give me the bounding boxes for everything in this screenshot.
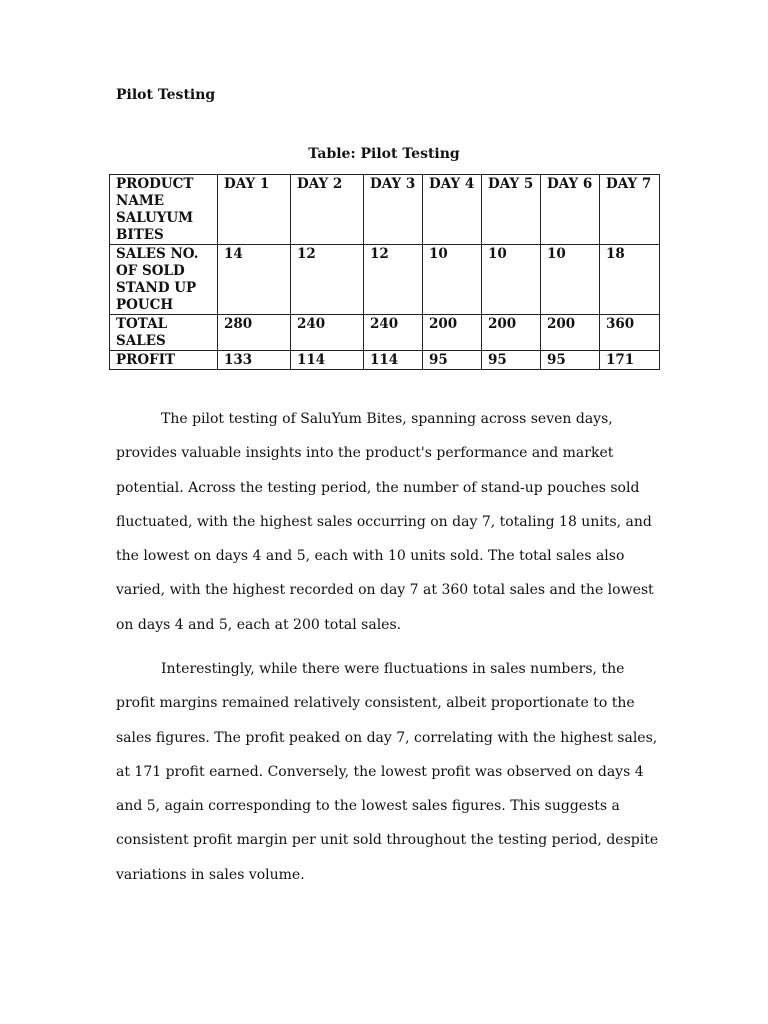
table-cell: 95 bbox=[423, 351, 482, 370]
table-cell: 10 bbox=[482, 245, 541, 315]
table-title: Table: Pilot Testing bbox=[308, 146, 460, 162]
table-cell: 10 bbox=[423, 245, 482, 315]
table-cell: 360 bbox=[600, 315, 660, 351]
body-paragraph: Interestingly, while there were fluctuations in sales numbers, the profit margins remained relatively consistent, albeit proportionate to the sales figures. The profit peaked on day 7, correlating with the highest sales, at 171 profit earned. Conversely, the lowest profit was observed on days 4 and 5, again corresponding to the lowest sales figures. This suggests a consistent profit margin per unit sold throughout the testing period, despite variations in sales volume. bbox=[116, 661, 659, 883]
row-label: SALES NO. OF SOLD STAND UP POUCH bbox=[110, 245, 218, 315]
row-label: TOTAL SALES bbox=[110, 315, 218, 351]
header-cell-day-6: DAY 6 bbox=[541, 175, 600, 245]
table-cell: 240 bbox=[364, 315, 423, 351]
table-cell: 200 bbox=[482, 315, 541, 351]
table-cell: 95 bbox=[482, 351, 541, 370]
header-cell-day-7: DAY 7 bbox=[600, 175, 660, 245]
pilot-testing-table bbox=[109, 174, 660, 370]
table-cell: 114 bbox=[291, 351, 364, 370]
table-cell: 12 bbox=[364, 245, 423, 315]
header-cell-day-4: DAY 4 bbox=[423, 175, 482, 245]
table-cell: 10 bbox=[541, 245, 600, 315]
table-cell: 200 bbox=[541, 315, 600, 351]
table-cell: 200 bbox=[423, 315, 482, 351]
header-cell-product: PRODUCT NAME SALUYUM BITES bbox=[110, 175, 218, 245]
section-heading: Pilot Testing bbox=[116, 87, 216, 103]
table-cell: 133 bbox=[218, 351, 291, 370]
table-cell: 95 bbox=[541, 351, 600, 370]
table-cell: 12 bbox=[291, 245, 364, 315]
header-cell-day-1: DAY 1 bbox=[218, 175, 291, 245]
table-cell: 240 bbox=[291, 315, 364, 351]
table-cell: 114 bbox=[364, 351, 423, 370]
table-cell: 171 bbox=[600, 351, 660, 370]
table-row-profit bbox=[110, 351, 660, 370]
header-cell-day-3: DAY 3 bbox=[364, 175, 423, 245]
row-label: PROFIT bbox=[110, 351, 218, 370]
body-paragraph: The pilot testing of SaluYum Bites, spanning across seven days, provides valuable insights into the product's performance and market potential. Across the testing period, the number of stand-up pouches sold fluctuated, with the highest sales occurring on day 7, totaling 18 units, and the lowest on days 4 and 5, each with 10 units sold. The total sales also varied, with the highest recorded on day 7 at 360 total sales and the lowest on days 4 and 5, each at 200 total sales. bbox=[116, 411, 654, 633]
table-row-sales-no bbox=[110, 245, 660, 315]
table-row-total-sales bbox=[110, 315, 660, 351]
table-cell: 280 bbox=[218, 315, 291, 351]
table-cell: 14 bbox=[218, 245, 291, 315]
table-cell: 18 bbox=[600, 245, 660, 315]
header-cell-day-5: DAY 5 bbox=[482, 175, 541, 245]
table-header-row bbox=[110, 175, 660, 245]
header-cell-day-2: DAY 2 bbox=[291, 175, 364, 245]
